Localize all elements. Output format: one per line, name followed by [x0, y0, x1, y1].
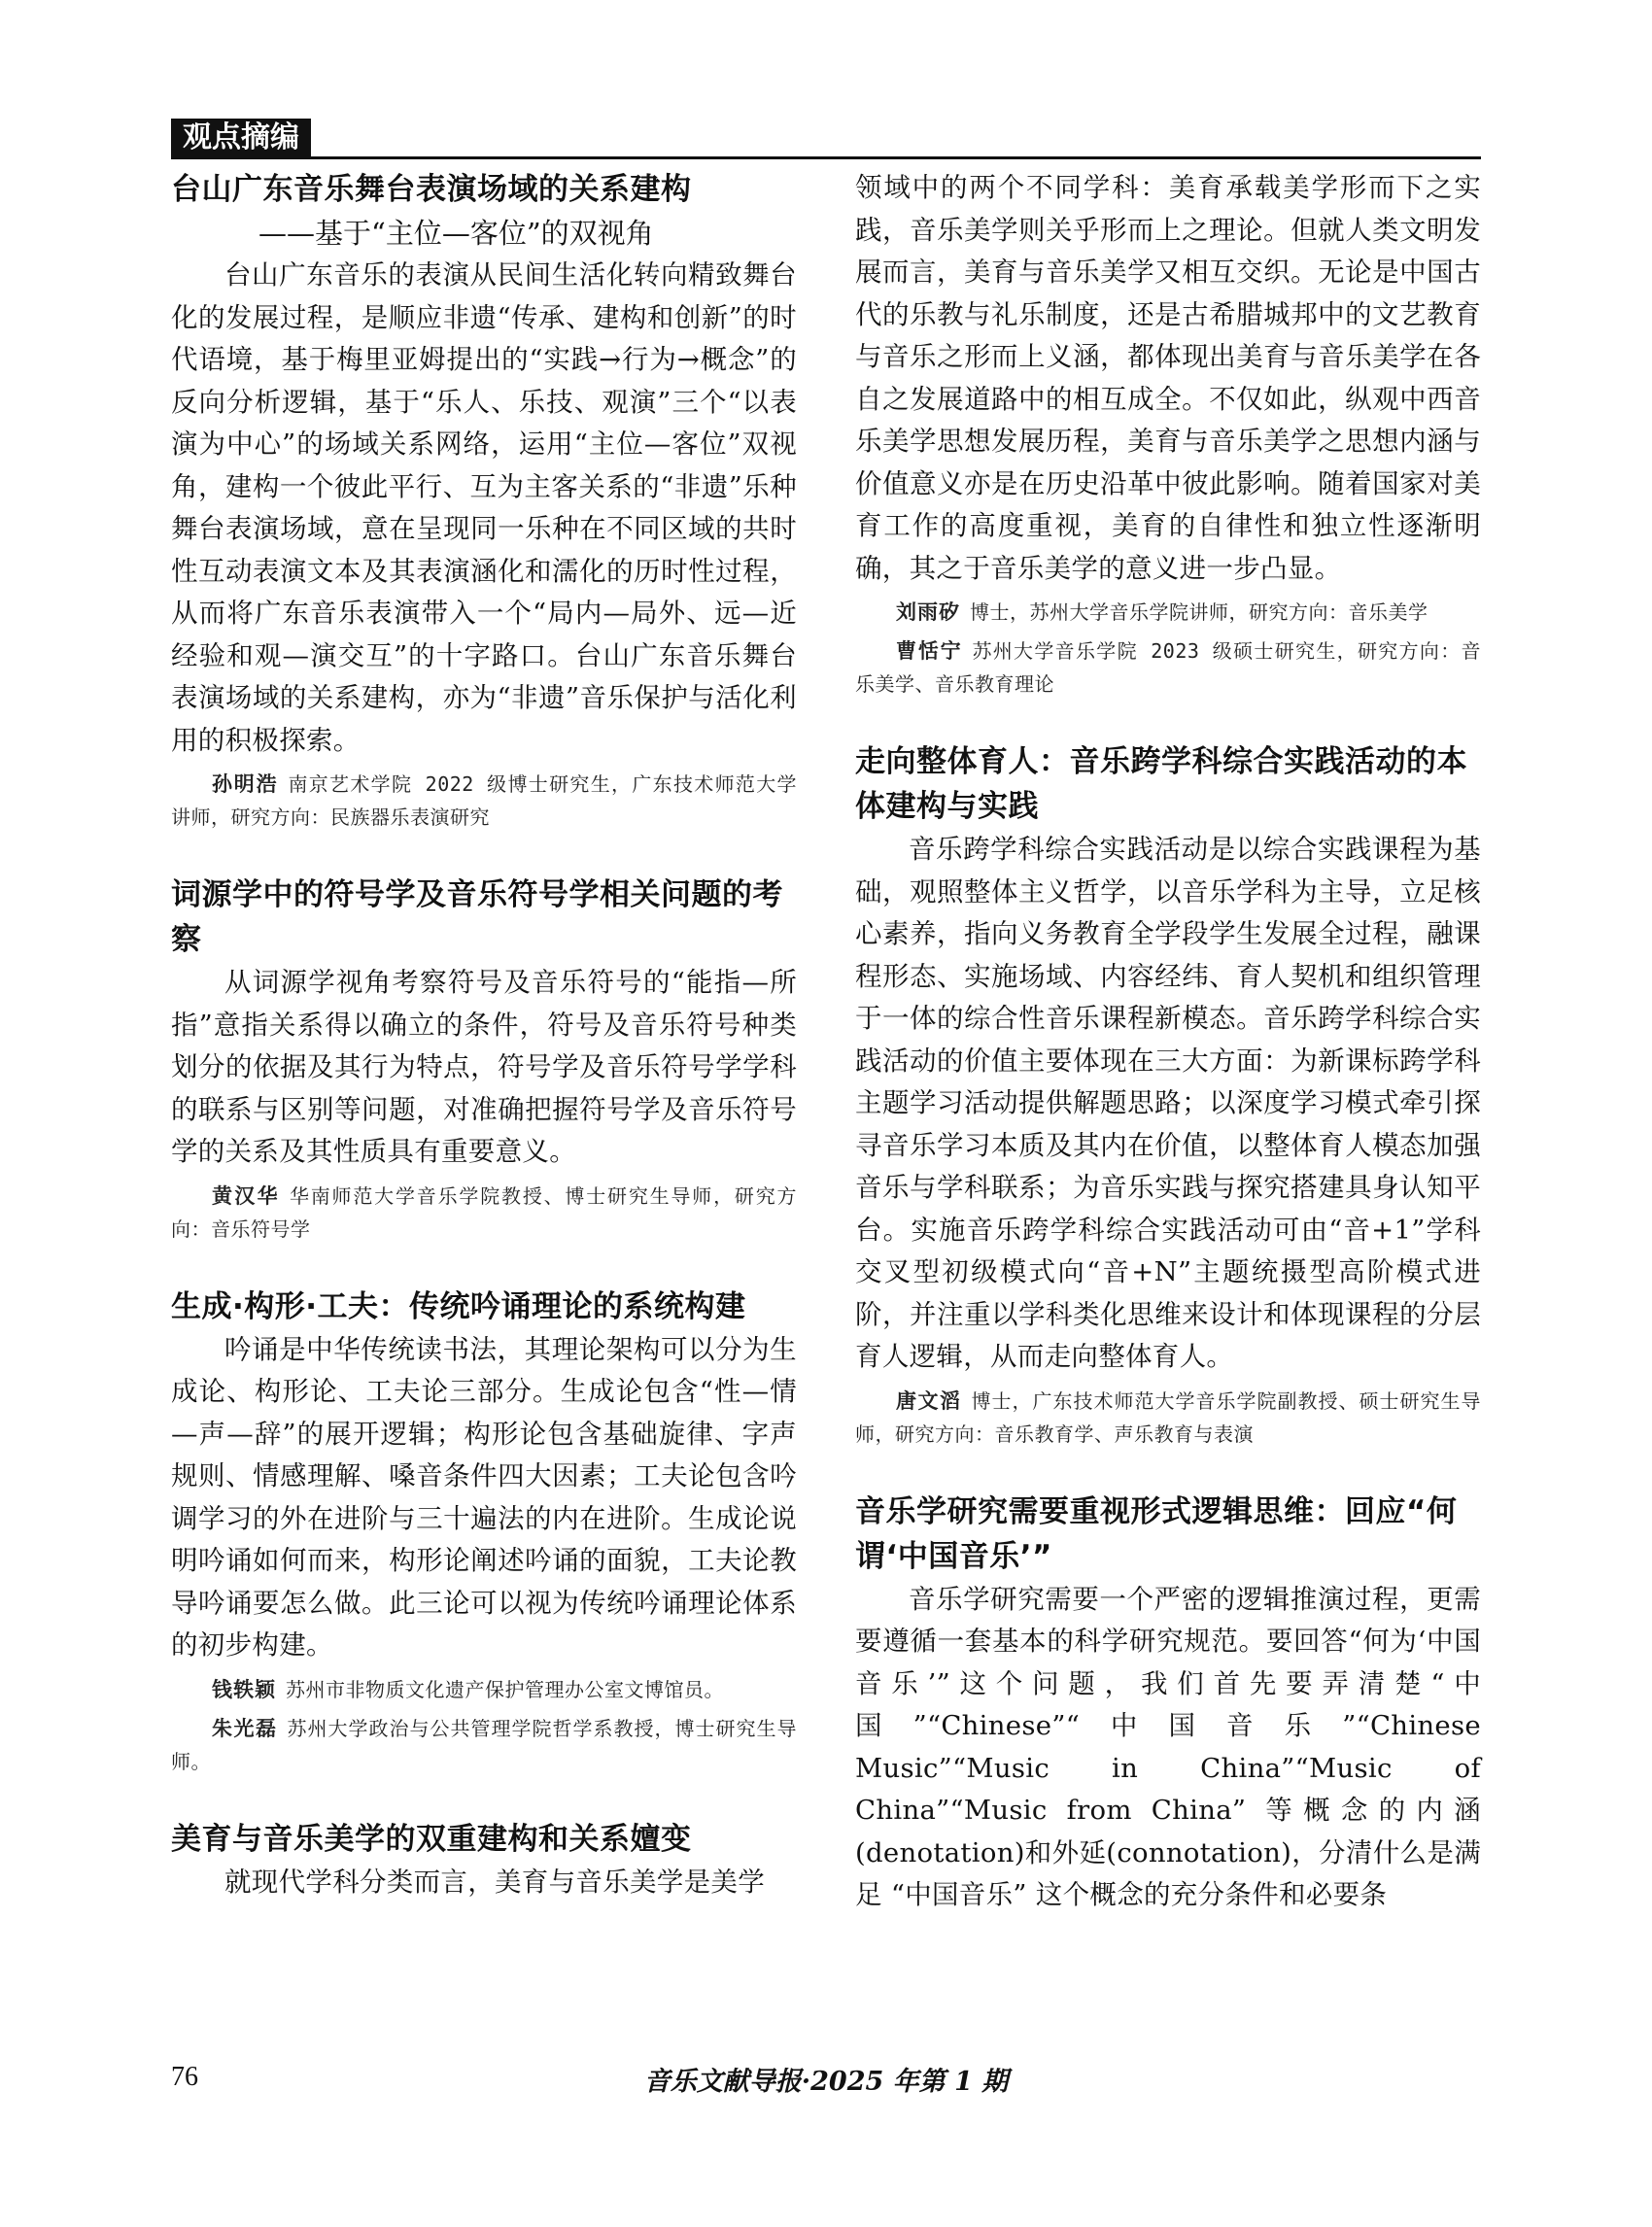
author-desc: 华南师范大学音乐学院教授、博士研究生导师，研究方向：音乐符号学	[171, 1183, 798, 1241]
author-name: 曹恬宁	[896, 639, 963, 663]
author-name: 唐文滔	[896, 1388, 962, 1413]
article-body: 领域中的两个不同学科：美育承载美学形而下之实践，音乐美学则关乎形而上之理论。但就人类文明发展而言，美育与音乐美学又相互交织。无论是中国古代的乐教与礼乐制度，还是古希腊城邦中的文艺教育与音乐之形而上义涵，都体现出美育与音乐美学在各自之发展道路中的相互成全。不仅如此，纵观中西音乐美学思想发展历程，美育与音乐美学之思想内涵与价值意义亦是在历史沿革中彼此影响。随着国家对美育工作的高度重视，美育的自律性和独立性逐渐明确，其之于音乐美学的意义进一步凸显。	[855, 172, 1481, 584]
article-title: 词源学中的符号学及音乐符号学相关问题的考察	[171, 877, 783, 957]
author-line	[855, 634, 1481, 701]
article-1	[171, 167, 797, 834]
author-name: 朱光磊	[212, 1716, 278, 1740]
article-body: 就现代学科分类而言，美育与音乐美学是美学	[224, 1866, 765, 1898]
author-line	[171, 1712, 797, 1778]
article-body: 吟诵是中华传统读书法，其理论架构可以分为生成论、构形论、工夫论三部分。生成论包含“性—情—声—辞”的展开逻辑；构形论包含基础旋律、字声规则、情感理解、嗓音条件四大因素；工夫论包含吟调学习的外在进阶与三十遍法的内在进阶。生成论说明吟诵如何而来，构形论阐述吟诵的面貌，工夫论教导吟诵要怎么做。此三论可以视为传统吟诵理论体系的初步构建。	[171, 1333, 797, 1661]
right-column	[855, 167, 1481, 1917]
article-title: 台山广东音乐舞台表演场域的关系建构	[171, 172, 692, 207]
article-6	[855, 1490, 1481, 1917]
article-4-continued	[855, 167, 1481, 701]
section-label: 观点摘编	[171, 119, 311, 157]
article-body: 音乐跨学科综合实践活动是以综合实践课程为基础，观照整体主义哲学，以音乐学科为主导，立足核心素养，指向义务教育全学段学生发展全过程，融课程形态、实施场域、内容经纬、育人契机和组织管理于一体的综合性音乐课程新模态。音乐跨学科综合实践活动的价值主要体现在三大方面：为新课标跨学科主题学习活动提供解题思路；以深度学习模式牵引探寻音乐学习本质及其内在价值，以整体育人模态加强音乐与学科联系；为音乐实践与探究搭建具身认知平台。实施音乐跨学科综合实践活动可由“音+1”学科交叉型初级模式向“音+N”主题统摄型高阶模式进阶，并注重以学科类化思维来设计和体现课程的分层育人逻辑，从而走向整体育人。	[855, 834, 1481, 1372]
author-desc: 苏州大学政治与公共管理学院哲学系教授，博士研究生导师。	[171, 1716, 797, 1773]
left-column	[171, 167, 797, 1903]
article-5	[855, 739, 1481, 1451]
author-desc: 南京艺术学院 2022 级博士研究生，广东技术师范大学讲师，研究方向：民族器乐表演研究	[171, 772, 798, 829]
article-body: 台山广东音乐的表演从民间生活化转向精致舞台化的发展过程，是顺应非遗“传承、建构和创新”的时代语境，基于梅里亚姆提出的“实践→行为→概念”的反向分析逻辑，基于“乐人、乐技、观演”三个“以表演为中心”的场域关系网络，运用“主位—客位”双视角，建构一个彼此平行、互为主客关系的“非遗”乐种舞台表演场域，意在呈现同一乐种在不同区域的共时性互动表演文本及其表演涵化和濡化的历时性过程，从而将广东音乐表演带入一个“局内—局外、远—近经验和观—演交互”的十字路口。台山广东音乐舞台表演场域的关系建构，亦为“非遗”音乐保护与活化利用的积极探索。	[171, 259, 797, 756]
article-title: 走向整体育人：音乐跨学科综合实践活动的本体建构与实践	[855, 744, 1467, 824]
author-desc: 博士，苏州大学音乐学院讲师，研究方向：音乐美学	[970, 600, 1428, 624]
article-title: 生成·构形·工夫：传统吟诵理论的系统构建	[171, 1288, 746, 1324]
journal-footer: 音乐文献导报·2025 年第 1 期	[643, 2067, 1009, 2097]
author-desc: 苏州大学音乐学院 2023 级硕士研究生，研究方向：音乐美学、音乐教育理论	[855, 639, 1482, 696]
author-name: 孙明浩	[212, 772, 279, 796]
author-line	[171, 1673, 797, 1706]
author-line	[855, 596, 1481, 629]
article-title: 美育与音乐美学的双重建构和关系嬗变	[171, 1821, 692, 1857]
author-desc: 苏州市非物质文化遗产保护管理办公室文博馆员。	[286, 1677, 724, 1701]
section-header	[171, 119, 1481, 157]
author-line	[171, 768, 797, 834]
article-title: 音乐学研究需要重视形式逻辑思维：回应“何谓‘中国音乐’”	[855, 1493, 1458, 1574]
article-4	[171, 1817, 797, 1904]
author-name: 黄汉华	[212, 1183, 280, 1208]
article-body: 音乐学研究需要一个严密的逻辑推演过程，更需要遵循一套基本的科学研究规范。要回答“何为‘中国音乐’”这个问题，我们首先要弄清楚“中国”“Chinese”“中国音乐”“Chinese Music”“Music in China”“Music of China”“Music from China” 等概念的内涵(denotation)和外延(connotation)，分清什么是满足 “中国音乐” 这个概念的充分条件和必要条	[855, 1583, 1481, 1910]
author-desc: 博士，广东技术师范大学音乐学院副教授、硕士研究生导师，研究方向：音乐教育学、声乐教育与表演	[855, 1388, 1481, 1446]
author-name: 钱轶颖	[212, 1677, 276, 1701]
article-2	[171, 873, 797, 1246]
author-line	[171, 1180, 797, 1246]
article-body: 从词源学视角考察符号及音乐符号的“能指—所指”意指关系得以确立的条件，符号及音乐符号种类划分的依据及其行为特点，符号学及音乐符号学学科的联系与区别等问题，对准确把握符号学及音乐符号学的关系及其性质具有重要意义。	[171, 967, 797, 1167]
header-rule	[171, 156, 1481, 159]
author-name: 刘雨矽	[896, 600, 960, 624]
article-subtitle: ——基于“主位—客位”的双视角	[258, 217, 654, 250]
author-line	[855, 1385, 1481, 1451]
page-number: 76	[171, 2062, 198, 2092]
article-3	[171, 1285, 797, 1778]
